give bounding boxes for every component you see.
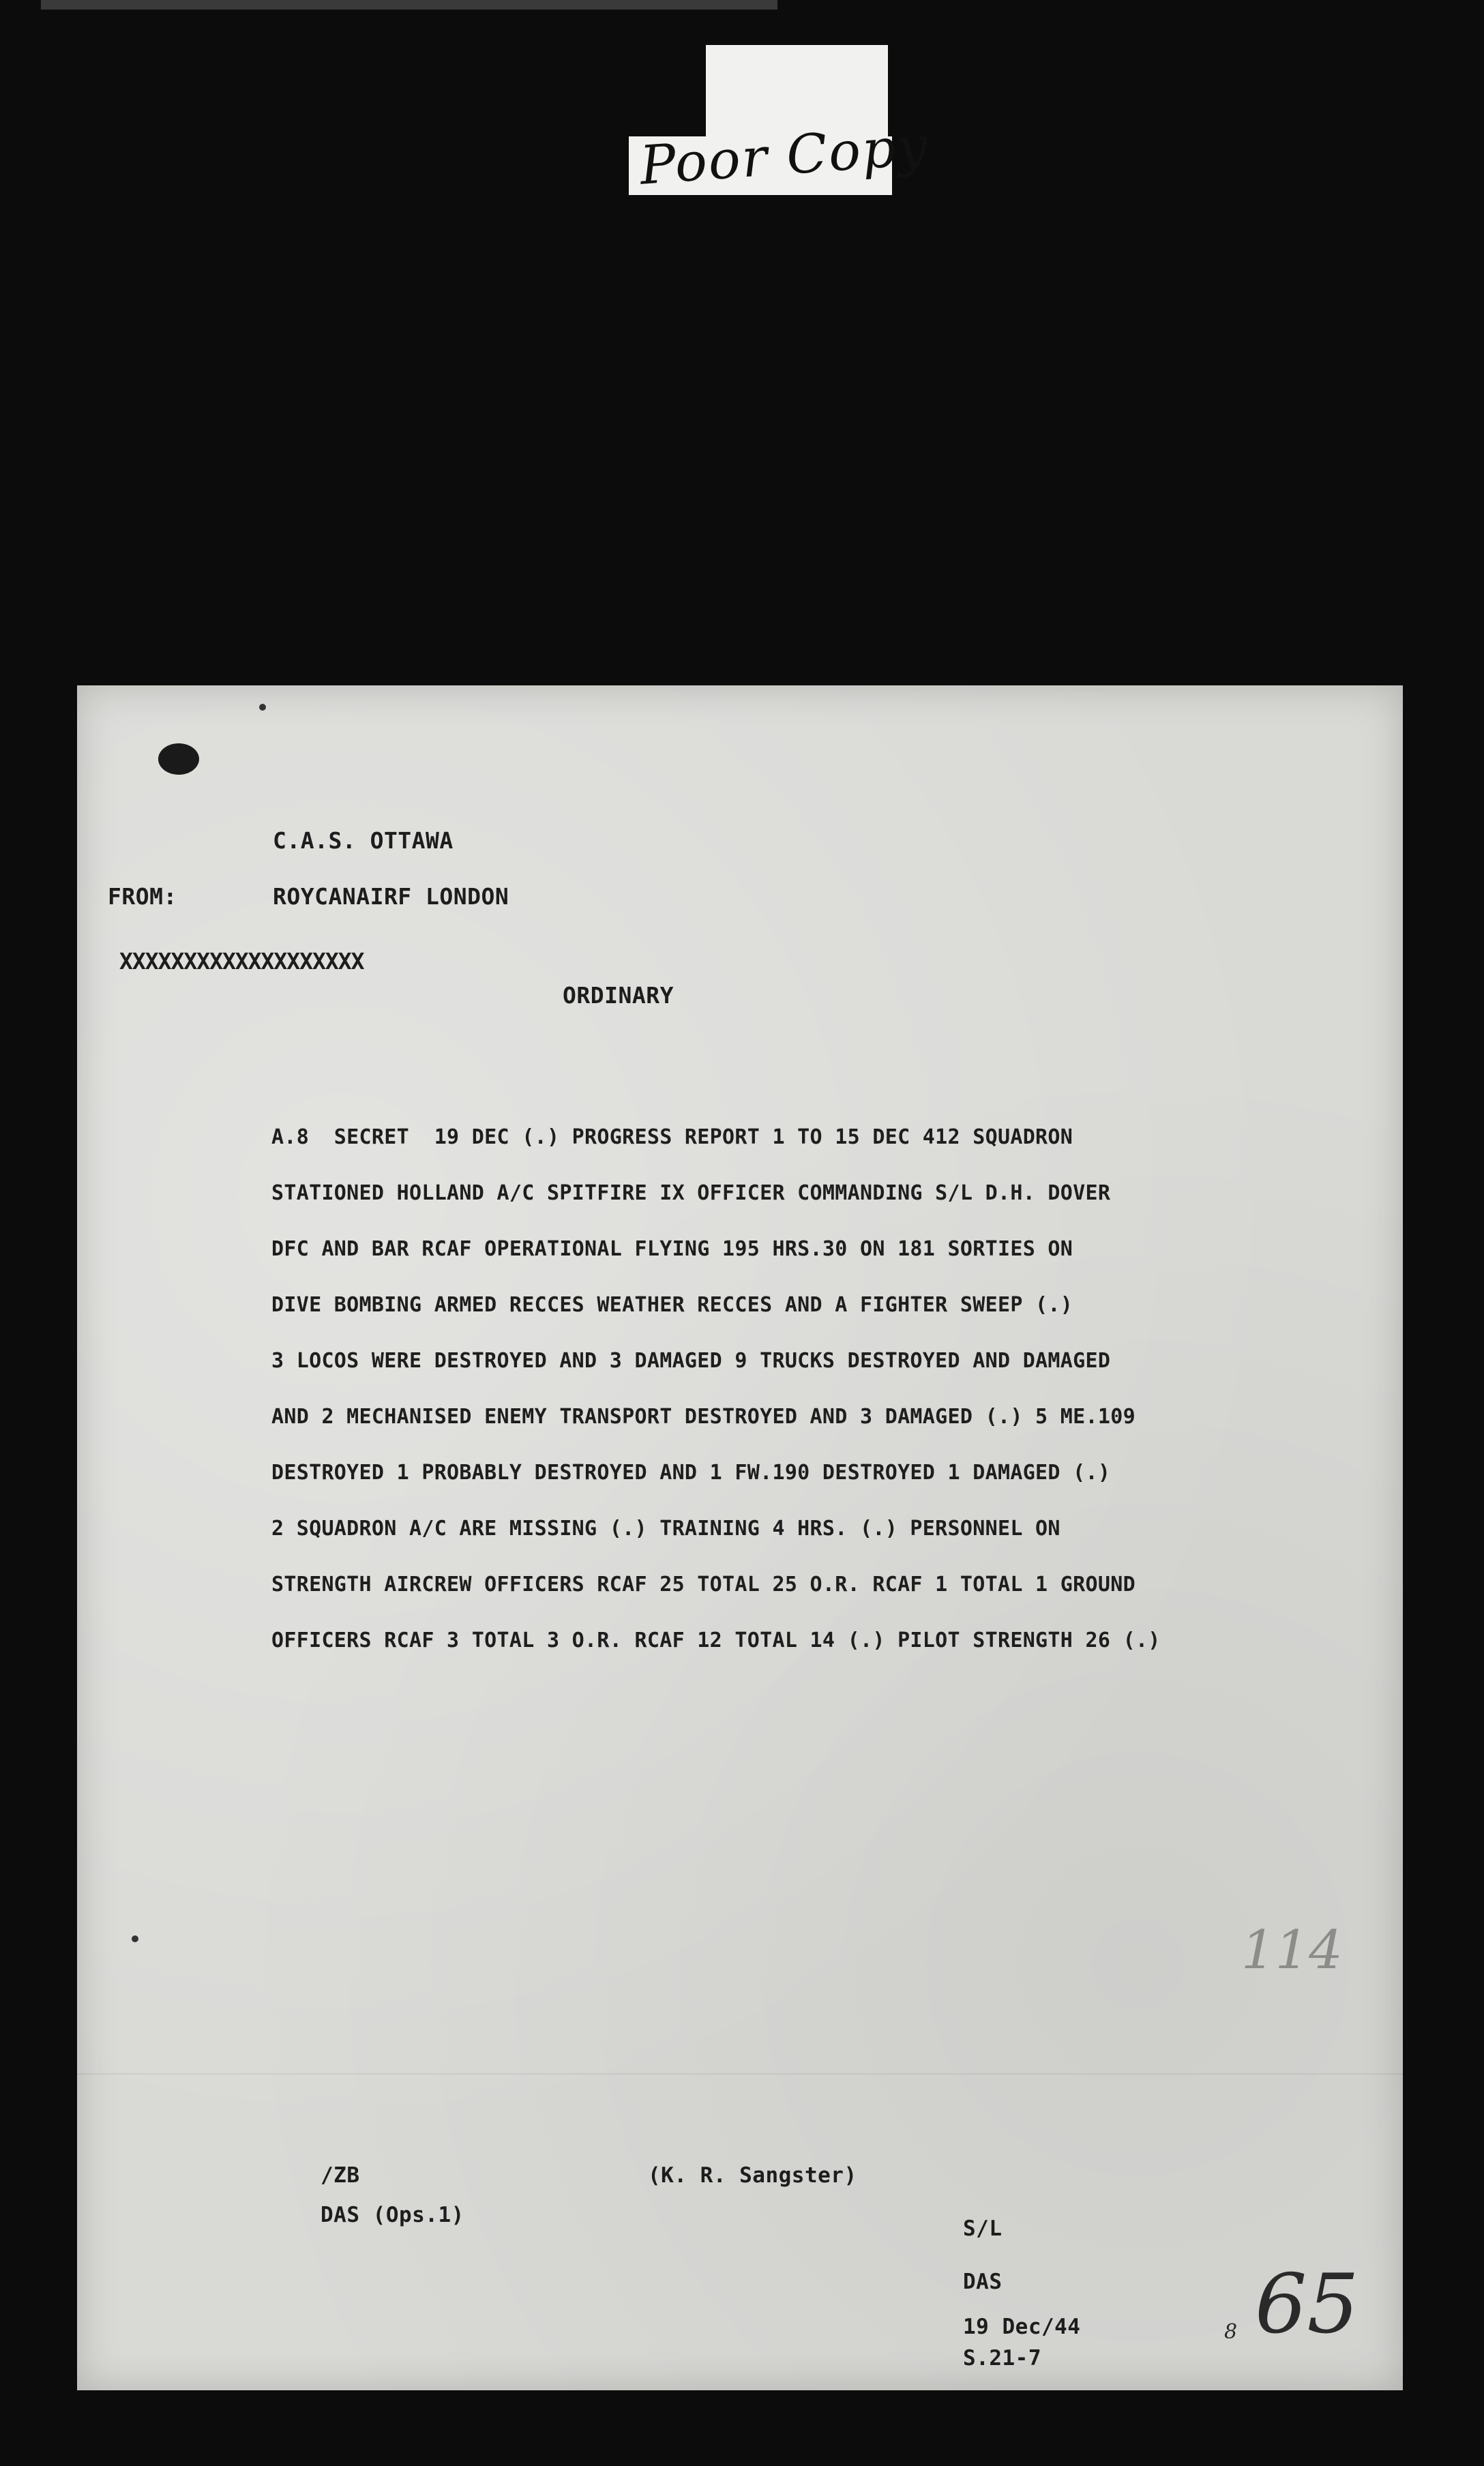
poor-copy-label: Poor Copy bbox=[638, 115, 931, 197]
message-body-line: DESTROYED 1 PROBABLY DESTROYED AND 1 FW.190 DESTROYED 1 DAMAGED (.) bbox=[271, 1461, 1111, 1485]
message-body-line: STATIONED HOLLAND A/C SPITFIRE IX OFFICER COMMANDING S/L D.H. DOVER bbox=[271, 1181, 1111, 1205]
message-body-line: AND 2 MECHANISED ENEMY TRANSPORT DESTROYED AND 3 DAMAGED (.) 5 ME.109 bbox=[271, 1405, 1136, 1429]
ink-blot bbox=[158, 743, 199, 775]
message-body-line: OFFICERS RCAF 3 TOTAL 3 O.R. RCAF 12 TOTAL 14 (.) PILOT STRENGTH 26 (.) bbox=[271, 1629, 1161, 1652]
message-date: 19 Dec/44 bbox=[963, 2315, 1081, 2339]
film-edge-strip bbox=[41, 0, 777, 10]
message-body-line: DIVE BOMBING ARMED RECCES WEATHER RECCES AND A FIGHTER SWEEP (.) bbox=[271, 1293, 1073, 1317]
page-number-annotation: 65 bbox=[1255, 2257, 1359, 2352]
precedence: ORDINARY bbox=[563, 982, 674, 1009]
fold-line bbox=[77, 2073, 1403, 2075]
message-body-line: A.8 SECRET 19 DEC (.) PROGRESS REPORT 1 TO 15 DEC 412 SQUADRON bbox=[271, 1125, 1073, 1149]
ink-dot bbox=[132, 1935, 138, 1942]
signatory-name: (K. R. Sangster) bbox=[648, 2163, 857, 2188]
signatory-department: DAS bbox=[963, 2270, 1003, 2294]
small-annotation: 8 bbox=[1224, 2320, 1238, 2344]
margin-annotation: 114 bbox=[1241, 1920, 1343, 1981]
reference-code: /ZB bbox=[321, 2163, 360, 2188]
message-body-line: STRENGTH AIRCREW OFFICERS RCAF 25 TOTAL 25 O.R. RCAF 1 TOTAL 1 GROUND bbox=[271, 1573, 1136, 1596]
department: DAS (Ops.1) bbox=[321, 2203, 464, 2227]
from-label: FROM: bbox=[108, 883, 177, 910]
ink-dot bbox=[259, 704, 266, 711]
from-address: ROYCANAIRF LONDON bbox=[273, 883, 509, 910]
message-body-line: 3 LOCOS WERE DESTROYED AND 3 DAMAGED 9 TRUCKS DESTROYED AND DAMAGED bbox=[271, 1349, 1111, 1373]
to-address: C.A.S. OTTAWA bbox=[273, 827, 454, 854]
message-body-line: DFC AND BAR RCAF OPERATIONAL FLYING 195 HRS.30 ON 181 SORTIES ON bbox=[271, 1237, 1073, 1261]
file-reference: S.21-7 bbox=[963, 2346, 1041, 2371]
signatory-rank: S/L bbox=[963, 2216, 1003, 2241]
cancelled-line: XXXXXXXXXXXXXXXXXXX bbox=[119, 948, 364, 975]
message-body-line: 2 SQUADRON A/C ARE MISSING (.) TRAINING 4 HRS. (.) PERSONNEL ON bbox=[271, 1517, 1060, 1541]
